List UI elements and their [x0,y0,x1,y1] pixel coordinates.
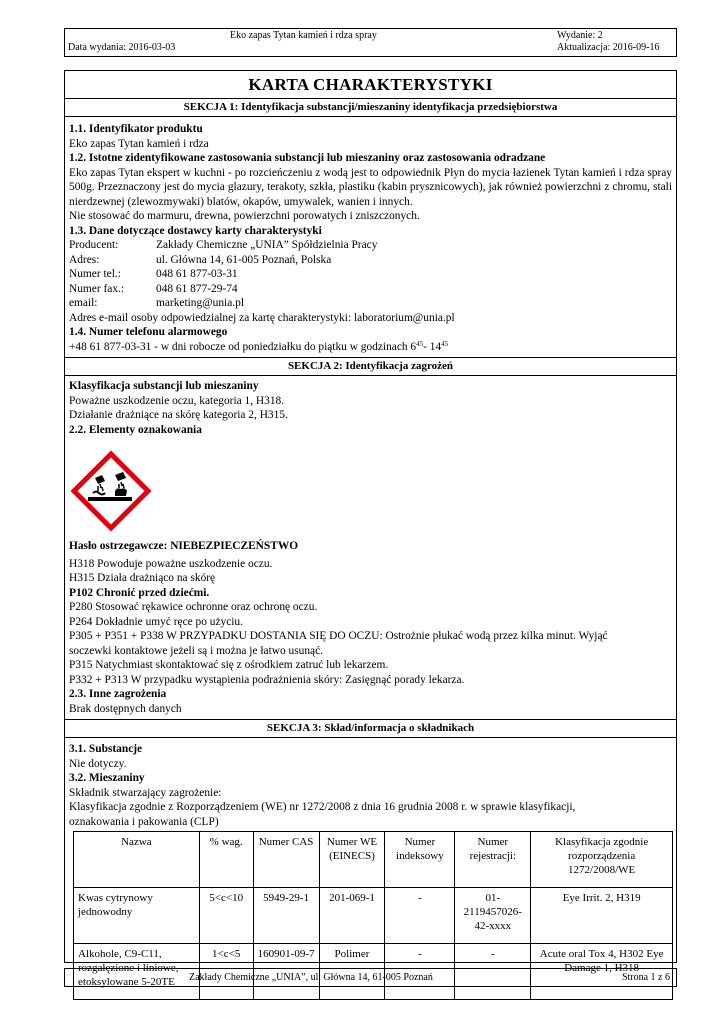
supplier-row: Numer tel.: 048 61 877-03-31 [69,268,238,280]
page-number: Strona 1 z 6 [621,972,670,983]
s23-title: 2.3. Inne zagrożenia [69,688,167,700]
table-row [74,888,673,944]
s23-text: Brak dostępnych danych [69,702,182,715]
table-cell: 5<c<10 [199,888,253,944]
table-cell: - [385,888,455,944]
precaution-p102: P102 Chronić przed dziećmi. [69,586,210,599]
table-cell: Acute oral Tox 4, H302 Eye Damage 1, H318 [531,944,673,1000]
corrosion-pictogram-icon [71,451,151,531]
supplier-row: email: marketing@unia.pl [69,297,244,309]
s31-title: 3.1. Substancje [69,743,143,755]
section1-body [65,117,676,357]
table-cell: Eye Irrit. 2, H319 [531,888,673,944]
table-cell: Polimer [319,944,385,1000]
precaution-statement: P315 Natychmiast skontaktować się z ośrodkiem zatruć lub lekarzem. [69,659,389,671]
s31-text: Nie dotyczy. [69,757,127,770]
precaution-statement: soczewki kontaktowe jeżeli są i można je łatwo usunąć. [69,644,323,657]
s32-line: Składnik stwarzający zagrożenie: [69,786,222,799]
header-product: Eko zapas Tytan kamień i rdza spray [230,30,377,41]
supplier-list [69,238,672,311]
supplier-row: Adres: ul. Główna 14, 61-005 Poznań, Polska [69,253,332,266]
s32-line: Klasyfikacja zgodnie z Rozporządzeniem (WE) nr 1272/2008 z dnia 16 grudnia 2008 r. w sprawie klasyfikacji, [69,801,576,813]
classification-line: Poważne uszkodzenie oczu, kategoria 1, H318. [69,394,285,407]
table-header-cell: % wag. [199,832,253,888]
header-update-date: Aktualizacja: 2016-09-16 [557,42,660,53]
classification-line: Działanie drażniące na skórę kategoria 2, H315. [69,409,288,421]
s11-title: 1.1. Identyfikator produktu [69,123,203,135]
table-cell: 201-069-1 [319,888,385,944]
table-cell: Alkohole, C9-C11, rozgałęzione i liniowe, etoksylowane 5-20TE [74,944,200,1000]
s13-email-line: Adres e-mail osoby odpowiedzialnej za kartę charakterystyki: laboratorium@unia.pl [69,311,455,324]
s12-text2: Nie stosować do marmuru, drewna, powierzchni porowatych i zniszczonych. [69,210,420,222]
page-footer [64,968,677,987]
table-header-row [74,832,673,888]
table-header-cell: Klasyfikacja zgodnie rozporządzenia 1272/2008/WE [531,832,673,888]
page-header [64,28,677,57]
s22-title: 2.2. Elementy oznakowania [69,423,202,436]
s11-text: Eko zapas Tytan kamień i rdza [69,137,209,150]
table-cell: Kwas cytrynowy jednowodny [74,888,200,944]
s13-title: 1.3. Dane dotyczące dostawcy karty charakterystyki [69,224,322,237]
table-header-cell: Numer CAS [253,832,319,888]
section3-heading: SEKCJA 3: Skład/informacja o składnikach [65,719,676,738]
supplier-row: Producent: Zakłady Chemiczne „UNIA” Spółdzielnia Pracy [69,239,378,251]
s12-title: 1.2. Istotne zidentyfikowane zastosowania substancji lub mieszaniny oraz zastosowania odradzane [69,152,546,164]
section2-body [65,376,676,719]
table-header-cell: Numer WE (EINECS) [319,832,385,888]
emergency-phone: +48 61 877-03-31 - w dni robocze od poniedziałku do piątku w godzinach $6^{45}-$ $14^{45}$ [69,339,449,353]
s12-text: Eko zapas Tytan ekspert w kuchni - po rozcieńczeniu z wodą jest to odpowiednik Płyn do mycia łazienek Tytan kamień i rdza spray 500g. Przeznaczony jest do mycia glazury, terakoty, szkła, plastiku (kabin prysznicowych), jak również powierzchni z chromu, stali nierdzewnej (zlewozmywaki) blatów, okapów, umywalek, wanien i innych. [69,166,672,208]
hazard-statement: H318 Powoduje poważne uszkodzenie oczu. [69,557,273,570]
s32-line: oznakowania i pakowania (CLP) [69,815,219,828]
precaution-statement: P305 + P351 + P338 W PRZYPADKU DOSTANIA SIĘ DO OCZU: Ostrożnie płukać wodą przez kilka minut. Wyjąć [69,630,608,642]
supplier-row: Numer fax.: 048 61 877-29-74 [69,282,238,295]
section1-heading: SEKCJA 1: Identyfikacja substancji/mieszaniny identyfikacja przedsiębiorstwa [65,99,676,117]
footer-address: Zakłady Chemiczne „UNIA”, ul. Główna 14, 61-005 Poznań [189,972,433,983]
s32-title: 3.2. Mieszaniny [69,772,145,784]
header-edition: Wydanie: 2 [557,30,603,41]
table-cell: 1<c<5 [199,944,253,1000]
table-header-cell: Numer rejestracji: [455,832,531,888]
table-cell: 5949-29-1 [253,888,319,944]
table-cell: 160901-09-7 [253,944,319,1000]
section3-body [65,738,676,1003]
hazard-statement: H315 Działa drażniąco na skórę [69,572,216,584]
precaution-statement: P264 Dokładnie umyć ręce po użyciu. [69,615,243,628]
table-cell: - [455,944,531,1000]
classification-title: Klasyfikacja substancji lub mieszaniny [69,380,259,392]
table-cell: - [385,944,455,1000]
s14-title: 1.4. Numer telefonu alarmowego [69,326,228,338]
table-header-cell: Nazwa [74,832,200,888]
page-title: KARTA CHARAKTERYSTYKI [65,71,676,99]
precaution-statement: P280 Stosować rękawice ochronne oraz ochronę oczu. [69,601,318,613]
signal-word: Hasło ostrzegawcze: NIEBEZPIECZEŃSTWO [69,540,299,552]
table-cell: 01-2119457026-42-xxxx [455,888,531,944]
section2-heading: SEKCJA 2: Identyfikacja zagrożeń [65,357,676,376]
table-header-cell: Numer indeksowy [385,832,455,888]
header-issue-date: Data wydania: 2016-03-03 [68,42,176,53]
precaution-statement: P332 + P313 W przypadku wystąpienia podrażnienia skóry: Zasięgnąć porady lekarza. [69,673,465,686]
